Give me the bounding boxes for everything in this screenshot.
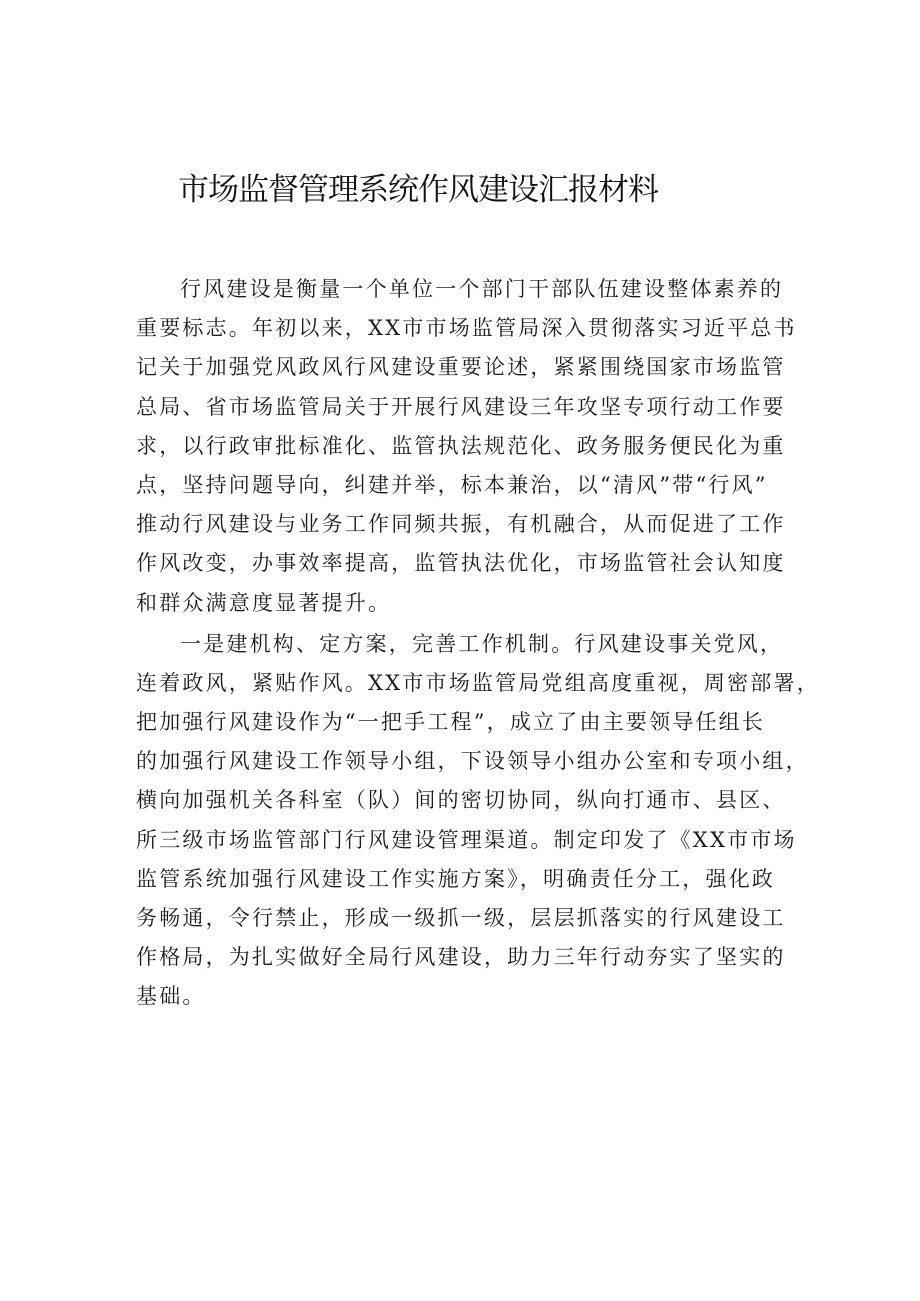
paragraph-intro [136, 270, 796, 623]
paragraph-section-one [136, 625, 820, 1017]
document-title: 市场监督管理系统作风建设汇报材料 [178, 172, 658, 208]
paragraph-line: 行风建设是衡量一个单位一个部门干部队伍建设整体素养的 [180, 277, 784, 301]
paragraph-line: 的加强行风建设工作领导小组，下设领导小组办公室和专项小组， [136, 749, 809, 774]
document-body [136, 270, 820, 1017]
paragraph-line: 总局、省市场监管局关于开展行风建设三年攻坚专项行动工作要 [136, 394, 786, 419]
paragraph-line: 监管系统加强行风建设工作实施方案》，明确责任分工，强化政 [136, 866, 776, 891]
paragraph-line: 所三级市场监管部门行风建设管理渠道。制定印发了《XX市市场 [136, 827, 797, 852]
paragraph-line: 务畅通，令行禁止，形成一级抓一级，层层抓落实的行风建设工 [136, 906, 786, 930]
paragraph-line: 点，坚持问题导向，纠建并举，标本兼治，以“清风”带“行风” [136, 472, 768, 497]
paragraph-line: 记关于加强党风政风行风建设重要论述，紧紧围绕国家市场监管 [136, 355, 786, 380]
paragraph-line: 基础。 [136, 984, 206, 1009]
paragraph-line: 推动行风建设与业务工作同频共振，有机融合，从而促进了工作 [136, 512, 786, 537]
paragraph-line: 作格局，为扎实做好全局行风建设，助力三年行动夯实了坚实的 [136, 945, 786, 970]
paragraph-line: 一是建机构、定方案，完善工作机制。行风建设事关党风， [180, 631, 784, 656]
paragraph-line: 求，以行政审批标准化、监管执法规范化、政务服务便民化为重 [136, 433, 786, 458]
paragraph-line: 连着政风，紧贴作风。XX市市场监管局党组高度重视，周密部署， [136, 670, 820, 695]
paragraph-line: 作风改变，办事效率提高，监管执法优化，市场监管社会认知度 [136, 551, 786, 576]
paragraph-line: 和群众满意度显著提升。 [136, 590, 392, 615]
paragraph-line: 横向加强机关各科室（队）间的密切协同，纵向打通市、县区、 [136, 788, 786, 813]
paragraph-line: 把加强行风建设作为“一把手工程”，成立了由主要领导任组长 [136, 710, 766, 735]
paragraph-line: 重要标志。年初以来，XX市市场监管局深入贯彻落实习近平总书 [136, 316, 797, 341]
